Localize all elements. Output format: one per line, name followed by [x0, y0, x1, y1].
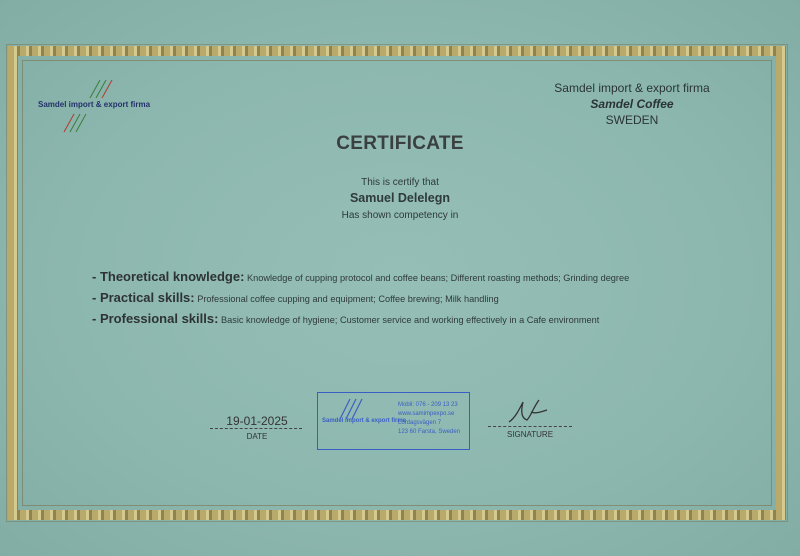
skill-item-theoretical: [92, 269, 629, 284]
signature-label: SIGNATURE: [506, 430, 554, 439]
company-country: SWEDEN: [605, 113, 659, 127]
certify-line: This is certify that: [361, 177, 439, 188]
signature-line: [488, 426, 572, 427]
stamp-line: Lördagsvägen 7: [398, 420, 442, 426]
date-label: DATE: [246, 432, 268, 441]
skill-item-professional: [92, 311, 599, 326]
logo-text: Samdel import & export firma: [38, 100, 151, 109]
date-value: 19-01-2025: [226, 414, 288, 428]
skill-detail: Basic knowledge of hygiene; Customer service and working effectively in a Cafe environment: [221, 315, 600, 325]
skill-label: - Theoretical knowledge:: [92, 269, 245, 284]
skill-label: - Professional skills:: [92, 311, 219, 326]
recipient-name: Samuel Delelegn: [349, 191, 451, 205]
skill-item-practical: [92, 290, 499, 305]
company-block: [522, 80, 742, 128]
company-brand: Samdel Coffee: [590, 97, 674, 111]
competency-line: Has shown competency in: [341, 210, 459, 221]
stamp-line: Mobil: 076 - 209 13 23: [398, 402, 458, 408]
company-stamp: [317, 392, 470, 450]
stamp-contact: [398, 401, 460, 437]
stamp-line: www.samimpexpo.se: [398, 411, 455, 417]
stamp-line: 123 60 Farsta, Sweden: [398, 429, 461, 435]
stamp-company-name: Samdel import & export firma: [322, 418, 407, 424]
skill-label: - Practical skills:: [92, 290, 195, 305]
skill-detail: Knowledge of cupping protocol and coffee beans; Different roasting methods; Grinding degree: [246, 273, 630, 283]
date-line: [210, 428, 302, 429]
company-name: Samdel import & export firma: [554, 81, 710, 95]
handwritten-signature-icon: [505, 396, 555, 428]
skill-detail: Professional coffee cupping and equipment; Coffee brewing; Milk handling: [197, 294, 499, 304]
certificate-title: CERTIFICATE: [336, 133, 464, 154]
